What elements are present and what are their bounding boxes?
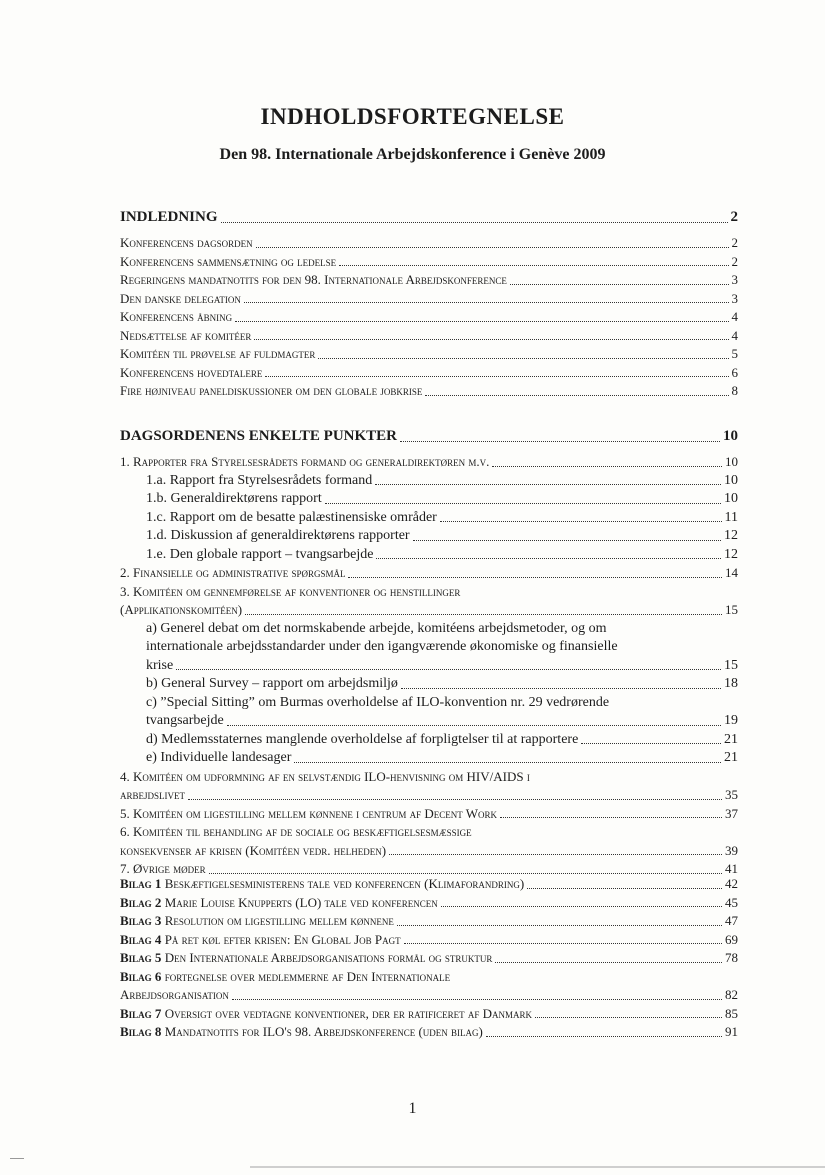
page-title: INDHOLDSFORTEGNELSE (260, 104, 565, 129)
toc-subentry: a) Generel debat om det normskabende arbejde, komitéens arbejdsmetoder, og om (146, 620, 607, 636)
toc-appendix-entry: Bilag 2 Marie Louise Knupperts (LO) tale ved konferencen 45 (120, 894, 738, 910)
page-subtitle: Den 98. Internationale Arbejdskonference i Genève 2009 (219, 146, 606, 163)
toc-entry-continued: arbejdslivet 35 (120, 787, 738, 802)
page-number: 1 (408, 1100, 417, 1117)
toc-subentry: b) General Survey – rapport om arbejdsmiljø 18 (146, 676, 738, 691)
toc-entry: Konferencens åbning 4 (120, 309, 738, 324)
toc-subentry: c) ”Special Sitting” om Burmas overholdelse af ILO-konvention nr. 29 vedrørende (146, 694, 610, 710)
toc-subentry: 1.d. Diskussion af generaldirektørens rapporter 12 (146, 528, 738, 543)
toc-entry: 6. Komitéen til behandling af de sociale og beskæftigelsesmæssige (120, 824, 472, 839)
toc-entry: Den danske delegation 3 (120, 290, 738, 306)
toc-subentry: 1.c. Rapport om de besatte palæstinensiske områder 11 (146, 509, 738, 525)
toc-entry: 4. Komitéen om udformning af en selvstændig ILO-henvisning om HIV/AIDS i (120, 768, 530, 784)
toc-subentry: e) Individuelle landesager 21 (146, 750, 738, 765)
toc-entry: 2. Finansielle og administrative spørgsmål 14 (120, 565, 738, 580)
toc-entry: Nedsættelse af komitéer 4 (120, 327, 738, 343)
toc-subentry-continued: tvangsarbejde 19 (146, 713, 738, 728)
toc-appendix-entry: Bilag 4 På ret køl efter krisen: En Global Job Pagt 69 (120, 931, 738, 947)
toc-subentry: 1.b. Generaldirektørens rapport 10 (146, 491, 738, 506)
toc-appendix-entry: Bilag 7 Oversigt over vedtagne konventioner, der er ratificeret af Danmark 85 (120, 1005, 738, 1021)
toc-entry: 7. Øvrige møder 41 (120, 861, 738, 876)
toc-entry: Konferencens dagsorden 2 (120, 235, 738, 250)
toc-entry: 1. Rapporter fra Styrelsesrådets formand og generaldirektøren m.v. 10 (120, 454, 738, 469)
toc-entry: 5. Komitéen om ligestilling mellem kønnene i centrum af Decent Work 37 (120, 805, 738, 821)
toc-heading-dagsorden: DAGSORDENENS ENKELTE PUNKTER 10 (120, 428, 738, 444)
toc-subentry: 1.a. Rapport fra Styrelsesrådets formand 10 (146, 472, 738, 488)
toc-heading-indledning: INDLEDNING 2 (120, 209, 738, 225)
toc-entry-continued: konsekvenser af krisen (Komitéen vedr. helheden) 39 (120, 842, 738, 858)
toc-entry: Komitéen til prøvelse af fuldmagter 5 (120, 346, 738, 361)
toc-subentry-continued: internationale arbejdsstandarder under den igangværende økonomiske og finansielle (146, 639, 618, 654)
toc-section-dagsorden (120, 425, 738, 879)
toc-appendix-entry: Bilag 6 fortegnelse over medlemmerne af Den Internationale (120, 968, 451, 984)
toc-appendix-entry: Bilag 1 Beskæftigelsesministerens tale ved konferencen (Klimaforandring) 42 (120, 876, 738, 891)
toc-appendix-entry-continued: Arbejdsorganisation 82 (120, 987, 738, 1002)
toc-appendix-entry: Bilag 8 Mandatnotits for ILO's 98. Arbejdskonference (uden bilag) 91 (120, 1024, 738, 1039)
toc-entry: Konferencens sammensætning og ledelse 2 (120, 253, 738, 269)
toc-subentry-continued: krise 15 (146, 657, 738, 673)
toc-section-indledning (120, 206, 738, 401)
toc-entry-continued: (Applikationskomitéen) 15 (120, 602, 738, 617)
toc-appendix-entry: Bilag 3 Resolution om ligestilling mellem kønnene 47 (120, 913, 738, 928)
toc-subentry: d) Medlemsstaternes manglende overholdelse af forpligtelser til at rapportere 21 (146, 731, 738, 747)
toc-entry: Konferencens hovedtalere 6 (120, 364, 738, 380)
toc-entry: Regeringens mandatnotits for den 98. Internationale Arbejdskonference 3 (120, 272, 738, 287)
toc-subentry: 1.e. Den globale rapport – tvangsarbejde 12 (146, 546, 738, 562)
toc-entry: 3. Komitéen om gennemførelse af konventioner og henstillinger (120, 583, 461, 599)
toc-appendix-entry: Bilag 5 Den Internationale Arbejdsorganisations formål og struktur 78 (120, 950, 738, 965)
toc-section-bilag (120, 875, 738, 1042)
toc-entry: Fire højniveau paneldiskussioner om den globale jobkrise 8 (120, 383, 738, 398)
scan-mark (10, 1158, 24, 1159)
scan-edge-line (250, 1166, 825, 1168)
